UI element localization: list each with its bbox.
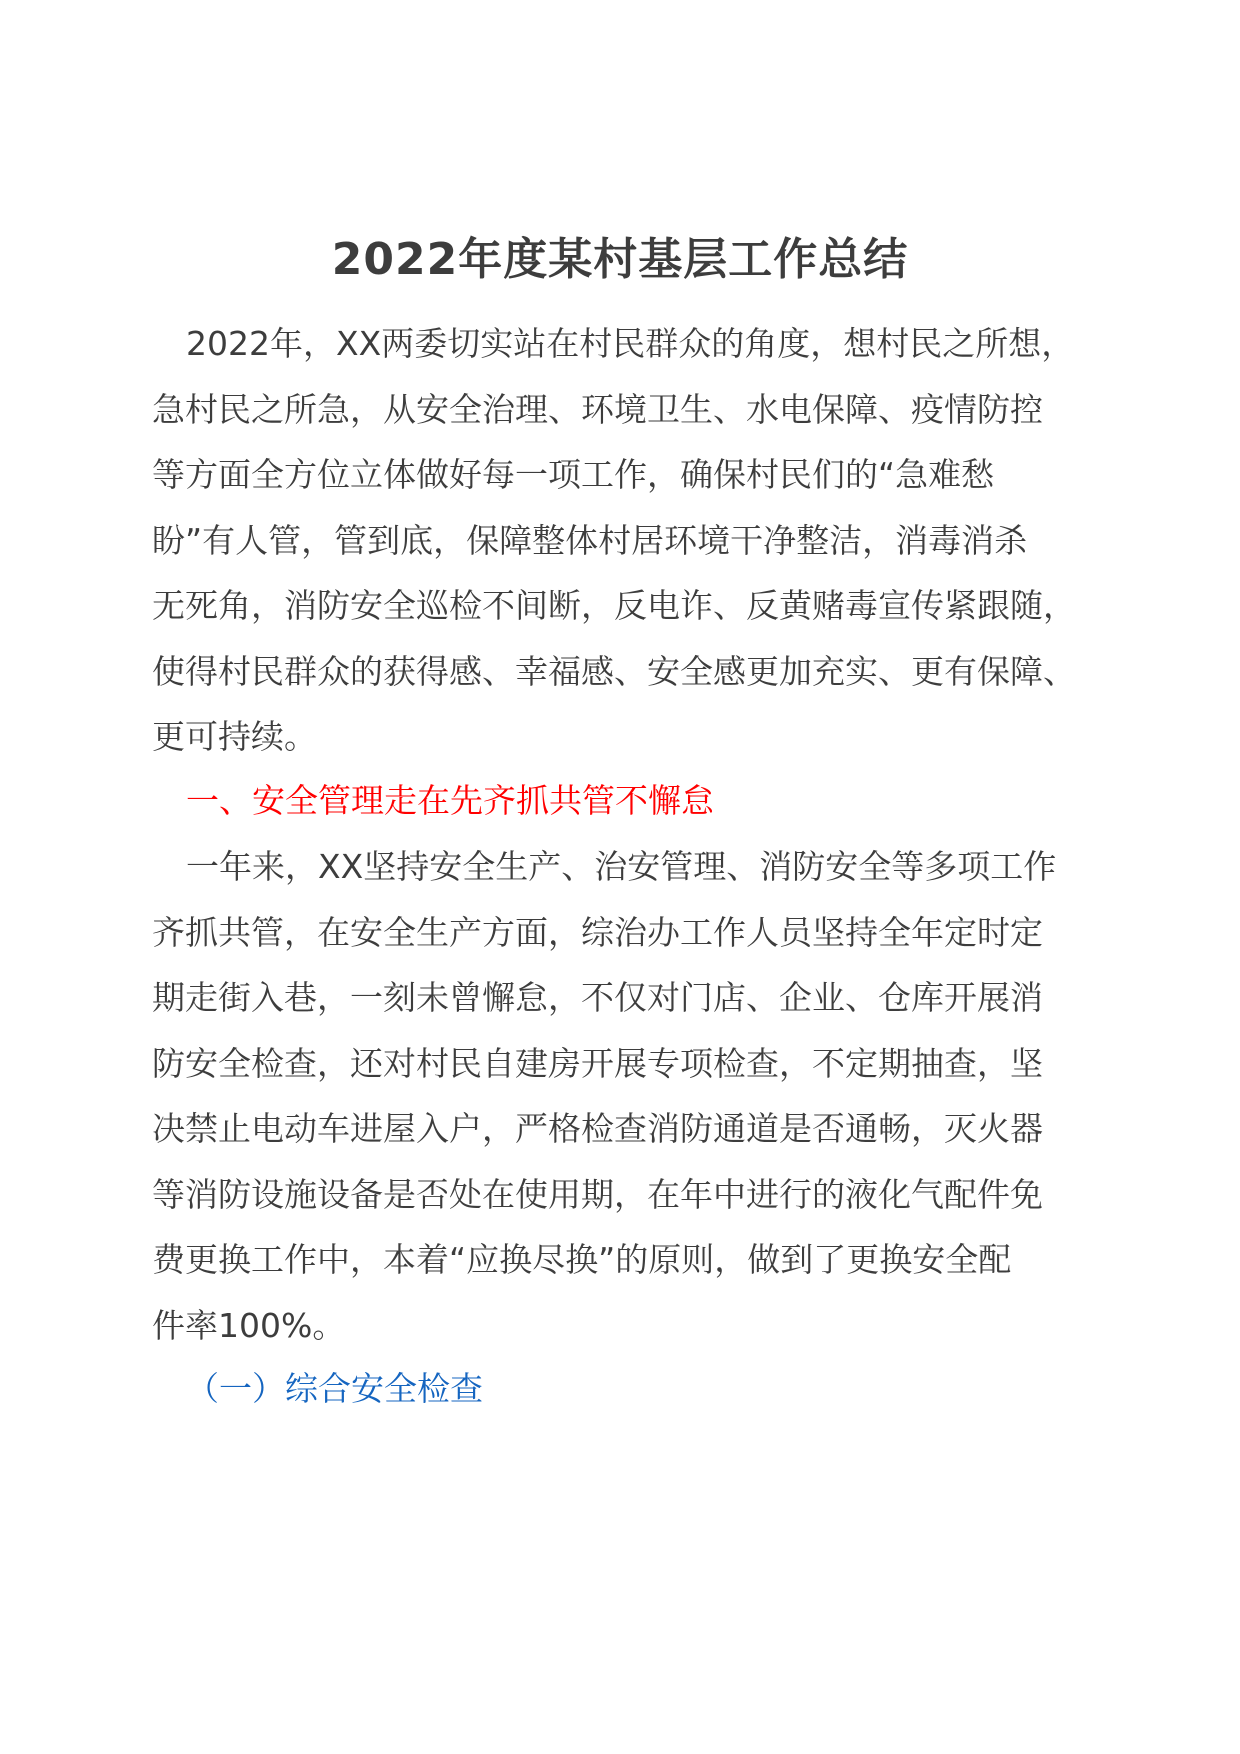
- paragraph-line: 急村民之所急，从安全治理、环境卫生、水电保障、疫情防控: [152, 389, 1043, 429]
- paragraph-line: 更可持续。: [152, 717, 317, 756]
- paragraph-line: 使得村民群众的获得感、幸福感、安全感更加充实、更有保障、: [152, 651, 1076, 691]
- section-paragraph: [152, 834, 1082, 1358]
- intro-paragraph: [152, 311, 1082, 770]
- paragraph-line: 2022年，XX两委切实站在村民群众的角度，想村民之所想，: [186, 324, 1075, 363]
- paragraph-line: 齐抓共管，在安全生产方面，综治办工作人员坚持全年定时定: [152, 912, 1043, 952]
- paragraph-line: 防安全检查，还对村民自建房开展专项检查，不定期抽查，坚: [152, 1043, 1043, 1083]
- subsection-heading: （一）综合安全检查: [186, 1369, 483, 1408]
- paragraph-line: 等方面全方位立体做好每一项工作，确保村民们的“急难愁: [152, 455, 995, 494]
- paragraph-line: 无死角，消防安全巡检不间断，反电诈、反黄赌毒宣传紧跟随，: [152, 586, 1076, 625]
- section-heading: 一、安全管理走在先齐抓共管不懈怠: [186, 781, 714, 820]
- paragraph-line: 费更换工作中，本着“应换尽换”的原则，做到了更换安全配: [152, 1240, 1012, 1279]
- document-title: 2022年度某村基层工作总结: [331, 234, 909, 285]
- paragraph-line: 一年来，XX坚持安全生产、治安管理、消防安全等多项工作: [186, 847, 1057, 886]
- paragraph-line: 盼”有人管，管到底，保障整体村居环境干净整洁，消毒消杀: [152, 520, 1028, 560]
- paragraph-line: 等消防设施设备是否处在使用期，在年中进行的液化气配件免: [152, 1174, 1043, 1214]
- paragraph-line: 期走街入巷，一刻未曾懈怠，不仅对门店、企业、仓库开展消: [152, 978, 1043, 1017]
- paragraph-line: 决禁止电动车进屋入户，严格检查消防通道是否通畅，灭火器: [152, 1109, 1043, 1148]
- paragraph-line: 件率100%。: [152, 1305, 346, 1345]
